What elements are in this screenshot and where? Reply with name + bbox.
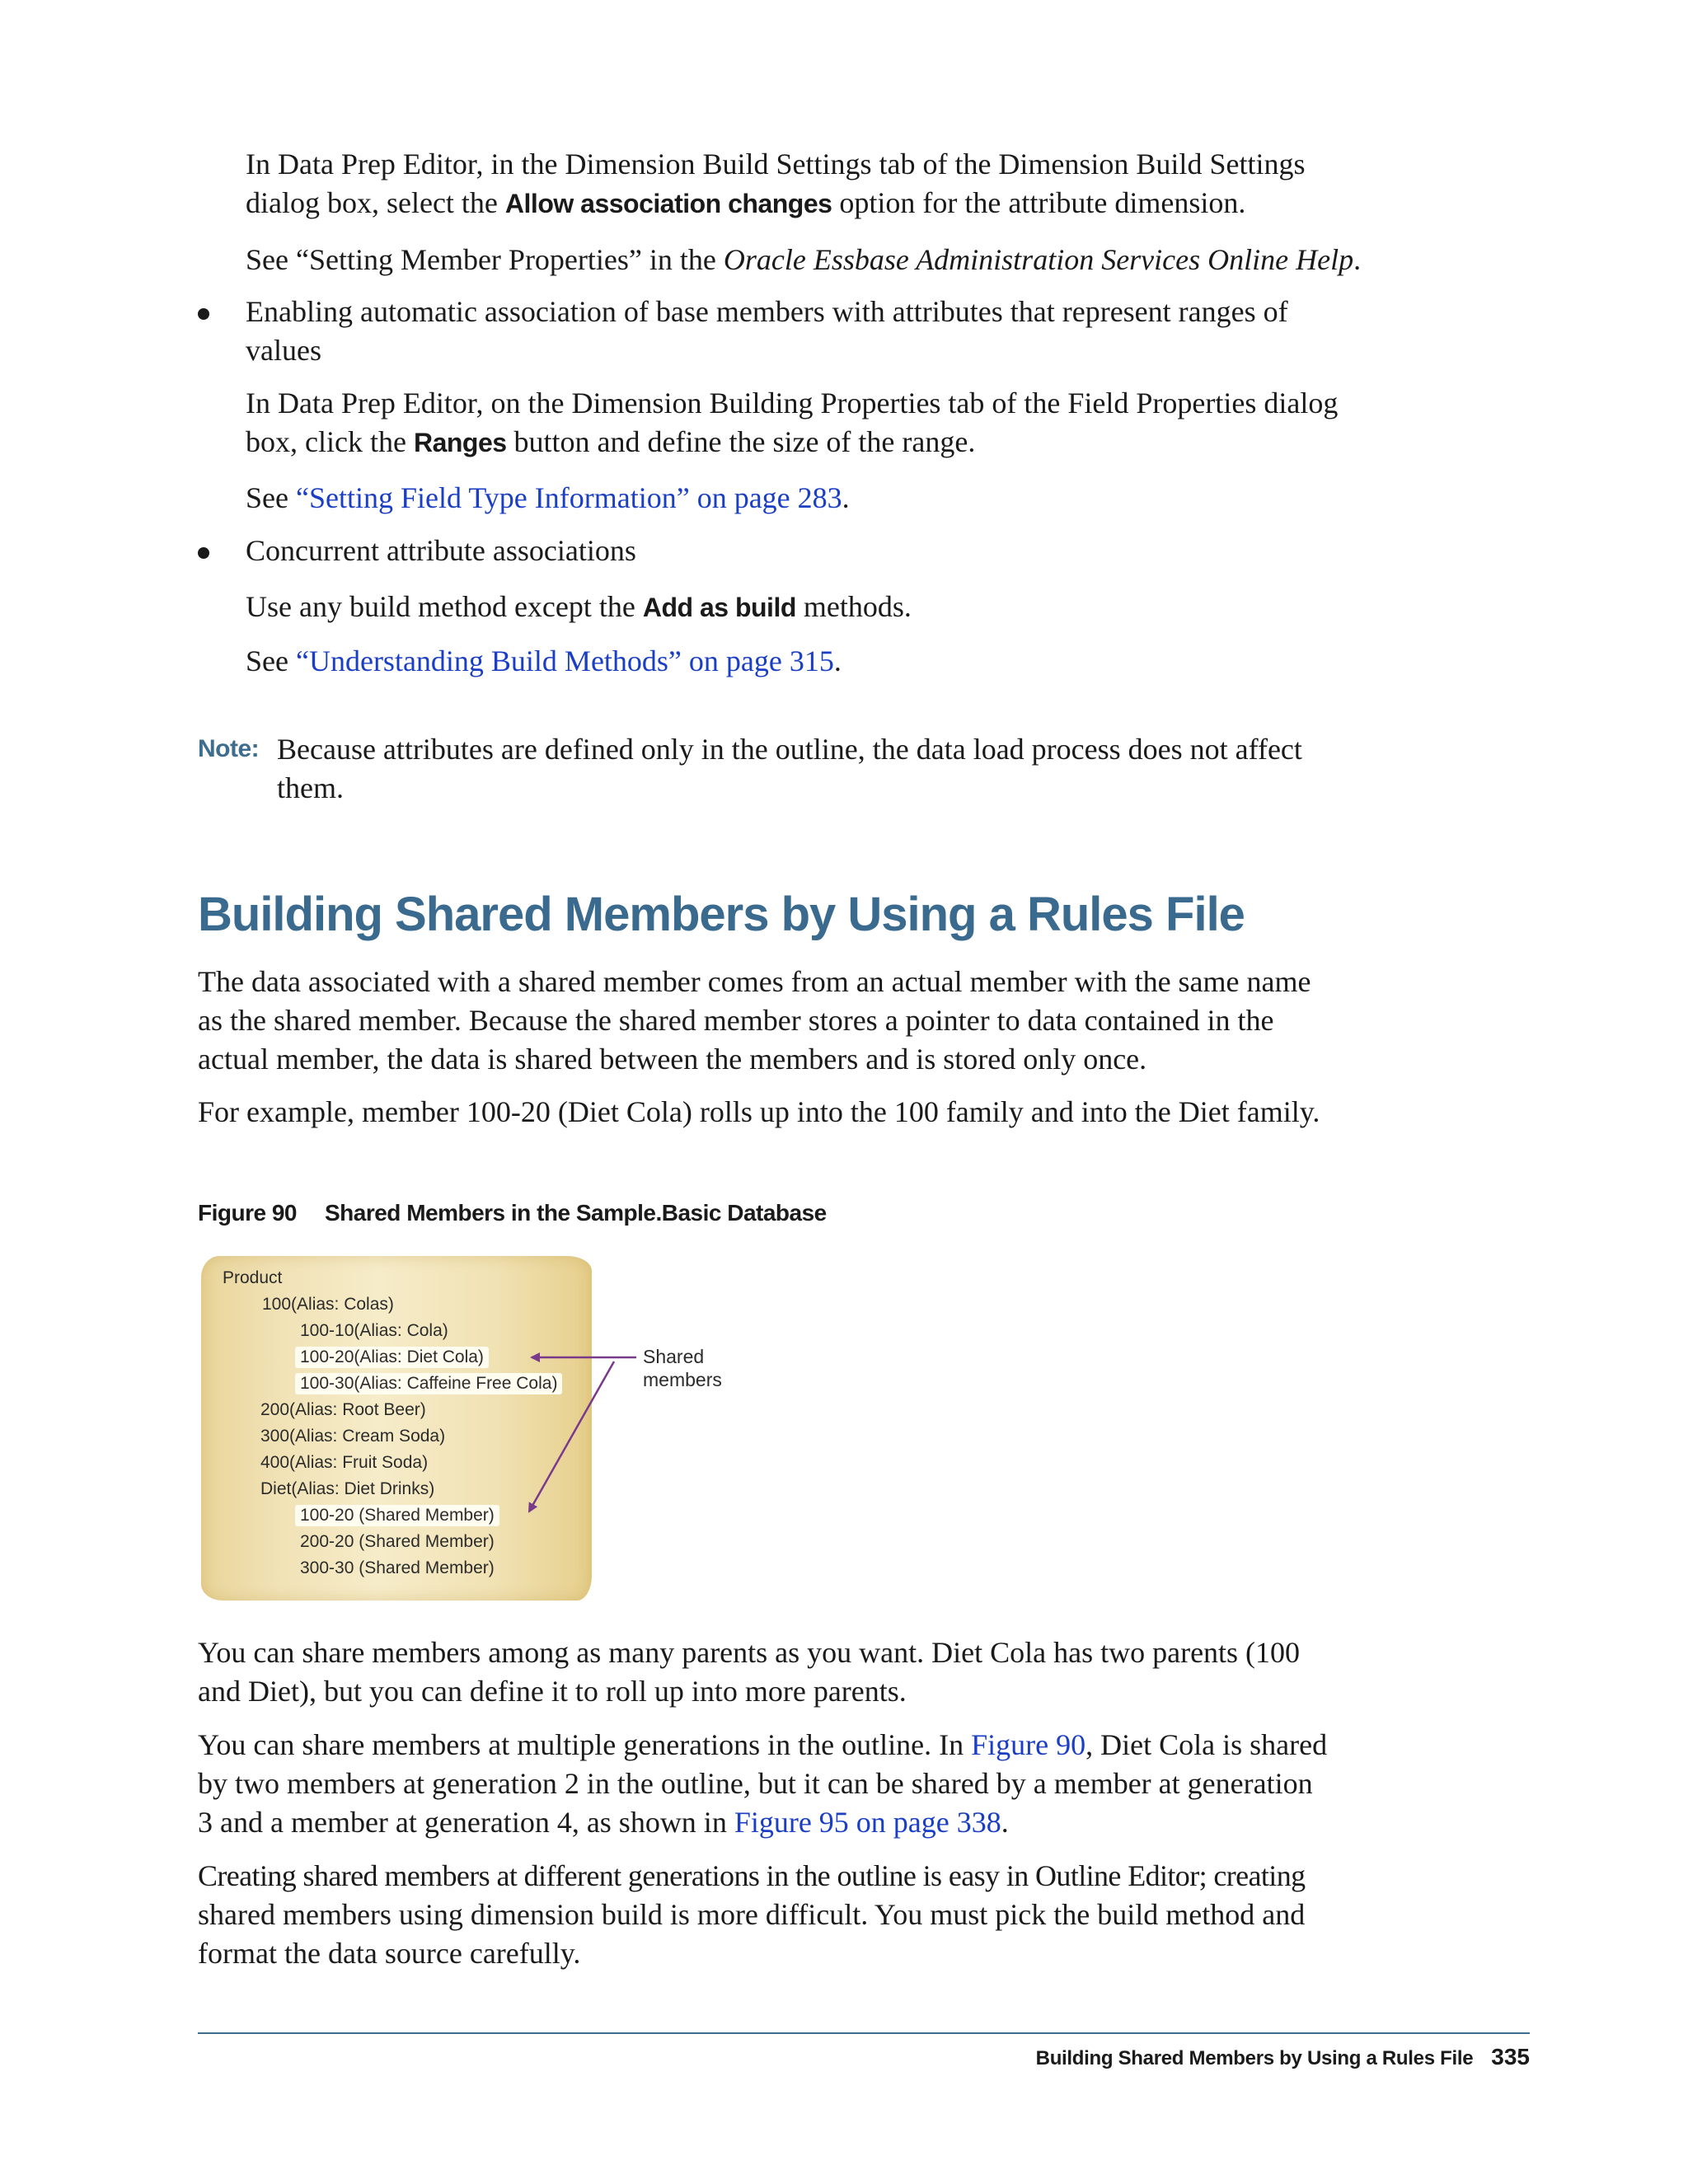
arrow-to-shared-member [529,1361,614,1511]
callout-arrows [198,1246,775,1609]
text-line: as the shared member. Because the shared member stores a pointer to data contained in the [198,1004,1274,1037]
page-number: 335 [1491,2044,1530,2069]
callout-label [643,1345,722,1391]
bullet-item-ranges [246,293,1400,370]
text-line: shared members using dimension build is more difficult. You must pick the build method and [198,1898,1306,1931]
ui-term-add-as-build: Add as build [642,593,796,622]
link-figure-90[interactable]: Figure 90 [971,1728,1086,1761]
paragraph-outline-editor [198,1857,1434,1973]
text-line: dialog box, select the Allow association changes option for the attribute dimension. [246,186,1246,219]
instruction-paragraph-3: Use any build method except the Add as build methods. [246,590,912,623]
text-line: 3 and a member at generation 4, as shown in Figure 95 on page 338. [198,1806,1009,1839]
figure-title: Shared Members in the Sample.Basic Database [324,1200,827,1226]
bullet-item-concurrent: Concurrent attribute associations [246,534,636,567]
text-line: format the data source carefully. [198,1937,581,1970]
see-reference-1: See “Setting Member Properties” in the Oracle Essbase Administration Services Online Help. [246,243,1362,276]
paragraph-shared-data [198,963,1418,1079]
text-line: and Diet), but you can define it to roll up into more parents. [198,1675,907,1708]
tree-node-shared-200-20: 200-20 (Shared Member) [300,1532,495,1551]
tree-node-shared-100-20: 100-20 (Shared Member) [295,1505,499,1526]
tree-node-100-10: 100-10(Alias: Cola) [300,1321,448,1340]
text-line: Because attributes are defined only in the outline, the data load process does not affect [277,733,1302,766]
tree-node-100-30: 100-30(Alias: Caffeine Free Cola) [295,1373,562,1394]
ui-term-ranges: Ranges [413,428,507,457]
paragraph-multiple-generations [198,1726,1434,1842]
section-heading: Building Shared Members by Using a Rules File [198,888,1245,941]
page-footer [1036,2044,1530,2070]
tree-node-400: 400(Alias: Fruit Soda) [260,1453,429,1472]
note-text [277,730,1414,808]
link-figure-95[interactable]: Figure 95 on page 338 [734,1806,1001,1839]
text-line: values [246,334,321,367]
text-line: In Data Prep Editor, in the Dimension Build Settings tab of the Dimension Build Settings [246,148,1306,180]
text-line: actual member, the data is shared between the members and is stored only once. [198,1043,1147,1076]
see-reference-2: See “Setting Field Type Information” on page 283. [246,481,850,514]
footer-rule [198,2032,1530,2034]
book-title: Oracle Essbase Administration Services Online Help [723,243,1354,276]
text-line: In Data Prep Editor, on the Dimension Building Properties tab of the Field Properties dialog [246,387,1339,419]
tree-node-100: 100(Alias: Colas) [262,1295,394,1314]
text-line: by two members at generation 2 in the outline, but it can be shared by a member at generation [198,1767,1313,1800]
figure-number: Figure 90 [198,1200,297,1226]
tree-node-100-20: 100-20(Alias: Diet Cola) [295,1347,489,1368]
bullet-marker [198,547,209,559]
tree-node-shared-300-30: 300-30 (Shared Member) [300,1558,495,1577]
text-line: Creating shared members at different generations in the outline is easy in Outline Editor; creating [198,1859,1306,1892]
ui-term-allow-association-changes: Allow association changes [504,189,832,218]
bullet-marker [198,308,209,320]
tree-node-200: 200(Alias: Root Beer) [260,1400,426,1419]
text-line: You can share members at multiple generations in the outline. In Figure 90, Diet Cola is shared [198,1728,1328,1761]
link-understanding-build-methods[interactable]: “Understanding Build Methods” on page 315 [295,644,834,677]
text-line: You can share members among as many parents as you want. Diet Cola has two parents (100 [198,1636,1301,1669]
tree-node-diet: Diet(Alias: Diet Drinks) [260,1479,435,1498]
paragraph-many-parents [198,1633,1418,1711]
callout-line: Shared [643,1346,705,1367]
callout-line: members [643,1369,722,1390]
footer-title: Building Shared Members by Using a Rules File [1035,2047,1474,2069]
tree-node-product: Product [223,1268,283,1287]
instruction-paragraph-2 [246,384,1416,462]
instruction-paragraph-1 [246,145,1400,223]
tree-node-300: 300(Alias: Cream Soda) [260,1427,446,1446]
paragraph-example [198,1093,1434,1132]
figure-caption [198,1200,827,1226]
text-line: them. [277,771,344,804]
text-line: box, click the Ranges button and define the size of the range. [246,425,976,458]
text-line: The data associated with a shared member comes from an actual member with the same name [198,965,1311,998]
text-line: For example, member 100-20 (Diet Cola) rolls up into the 100 family and into the Diet family. [198,1095,1320,1128]
text-line: Enabling automatic association of base members with attributes that represent ranges of [246,295,1288,328]
figure-shared-members [198,1246,775,1609]
see-reference-3: See “Understanding Build Methods” on page 315. [246,644,842,677]
note-label: Note: [198,735,260,762]
link-setting-field-type-information[interactable]: “Setting Field Type Information” on page 283 [295,481,842,514]
